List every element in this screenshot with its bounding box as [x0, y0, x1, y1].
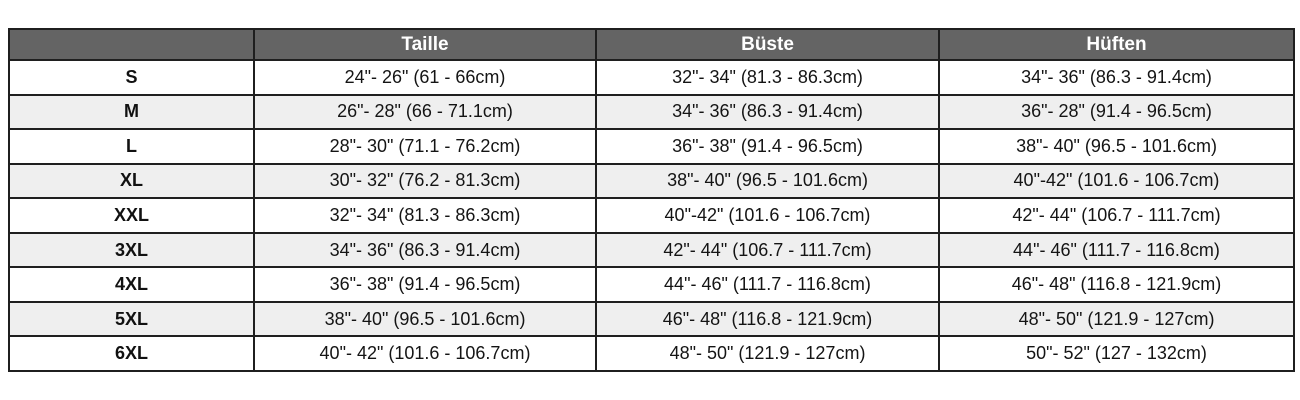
measurement-cell: 42"- 44" (106.7 - 111.7cm): [596, 233, 939, 268]
measurement-cell: 40"- 42" (101.6 - 106.7cm): [254, 336, 596, 371]
measurement-cell: 34"- 36" (86.3 - 91.4cm): [939, 60, 1294, 95]
table-row: [9, 233, 1294, 268]
size-chart-table: [8, 28, 1295, 372]
table-row: [9, 336, 1294, 371]
measurement-cell: 34"- 36" (86.3 - 91.4cm): [254, 233, 596, 268]
measurement-cell: 46"- 48" (116.8 - 121.9cm): [596, 302, 939, 337]
size-cell: M: [9, 95, 254, 130]
header-cell-taille: Taille: [254, 29, 596, 60]
header-cell-size: [9, 29, 254, 60]
measurement-cell: 36"- 38" (91.4 - 96.5cm): [254, 267, 596, 302]
measurement-cell: 38"- 40" (96.5 - 101.6cm): [254, 302, 596, 337]
table-body: [9, 60, 1294, 371]
size-cell: L: [9, 129, 254, 164]
header-row: [9, 29, 1294, 60]
size-cell: XXL: [9, 198, 254, 233]
header-cell-bueste: Büste: [596, 29, 939, 60]
size-cell: XL: [9, 164, 254, 199]
measurement-cell: 38"- 40" (96.5 - 101.6cm): [939, 129, 1294, 164]
table-row: [9, 164, 1294, 199]
table-row: [9, 60, 1294, 95]
measurement-cell: 42"- 44" (106.7 - 111.7cm): [939, 198, 1294, 233]
measurement-cell: 30"- 32" (76.2 - 81.3cm): [254, 164, 596, 199]
table-row: [9, 198, 1294, 233]
measurement-cell: 38"- 40" (96.5 - 101.6cm): [596, 164, 939, 199]
measurement-cell: 48"- 50" (121.9 - 127cm): [939, 302, 1294, 337]
measurement-cell: 36"- 28" (91.4 - 96.5cm): [939, 95, 1294, 130]
size-cell: S: [9, 60, 254, 95]
measurement-cell: 36"- 38" (91.4 - 96.5cm): [596, 129, 939, 164]
measurement-cell: 24"- 26" (61 - 66cm): [254, 60, 596, 95]
table-row: [9, 267, 1294, 302]
measurement-cell: 44"- 46" (111.7 - 116.8cm): [939, 233, 1294, 268]
table-row: [9, 129, 1294, 164]
size-cell: 6XL: [9, 336, 254, 371]
measurement-cell: 46"- 48" (116.8 - 121.9cm): [939, 267, 1294, 302]
table-header: [9, 29, 1294, 60]
measurement-cell: 32"- 34" (81.3 - 86.3cm): [254, 198, 596, 233]
table-row: [9, 95, 1294, 130]
size-chart: [8, 28, 1293, 372]
measurement-cell: 34"- 36" (86.3 - 91.4cm): [596, 95, 939, 130]
size-cell: 5XL: [9, 302, 254, 337]
header-cell-hueften: Hüften: [939, 29, 1294, 60]
measurement-cell: 32"- 34" (81.3 - 86.3cm): [596, 60, 939, 95]
measurement-cell: 44"- 46" (111.7 - 116.8cm): [596, 267, 939, 302]
measurement-cell: 28"- 30" (71.1 - 76.2cm): [254, 129, 596, 164]
measurement-cell: 50"- 52" (127 - 132cm): [939, 336, 1294, 371]
size-cell: 4XL: [9, 267, 254, 302]
size-cell: 3XL: [9, 233, 254, 268]
measurement-cell: 40"-42" (101.6 - 106.7cm): [939, 164, 1294, 199]
measurement-cell: 40"-42" (101.6 - 106.7cm): [596, 198, 939, 233]
measurement-cell: 26"- 28" (66 - 71.1cm): [254, 95, 596, 130]
measurement-cell: 48"- 50" (121.9 - 127cm): [596, 336, 939, 371]
table-row: [9, 302, 1294, 337]
